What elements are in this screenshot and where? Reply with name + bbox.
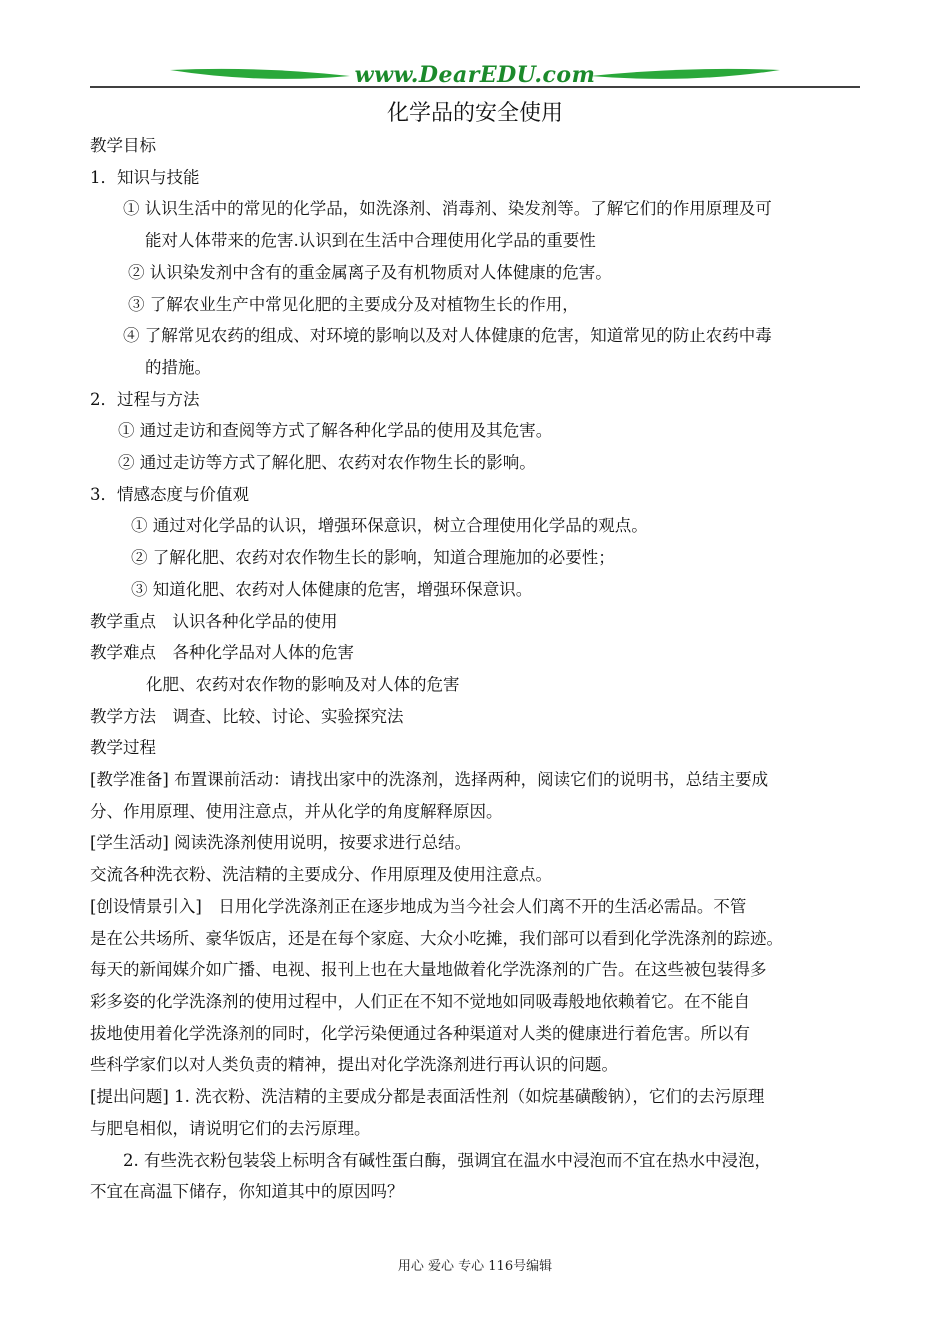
paragraph-line: 分、作用原理、使用注意点，并从化学的角度解释原因。 — [90, 801, 503, 821]
list-item: ② 了解化肥、农药对农作物生长的影响，知道合理施加的必要性； — [131, 548, 615, 568]
section-heading: 教学过程 — [90, 738, 156, 758]
difficult-point: 教学难点 各种化学品对人体的危害 — [90, 643, 354, 663]
paragraph-line: 是在公共场所、豪华饭店，还是在每个家庭、大众小吃摊，我们部可以看到化学洗涤剂的踪迹。 — [90, 928, 783, 948]
section-heading: 教学目标 — [90, 136, 156, 155]
site-header-logo — [90, 60, 860, 92]
logo-text: www.DearEDU.com — [354, 62, 596, 88]
list-item: ① 通过走访和查阅等方式了解各种化学品的使用及其危害。 — [118, 421, 553, 441]
subsection-heading: 1．知识与技能 — [90, 167, 200, 187]
subsection-heading: 3．情感态度与价值观 — [90, 484, 249, 504]
page-footer: 用心 爱心 专心 116号编辑 — [397, 1259, 553, 1274]
paragraph-line: [学生活动] 阅读洗涤剂使用说明，按要求进行总结。 — [90, 833, 472, 853]
document-body — [90, 130, 862, 1208]
teaching-method: 教学方法 调查、比较、讨论、实验探究法 — [90, 706, 404, 726]
paragraph-line: [创设情景引入] 日用化学洗涤剂正在逐步地成为当今社会人们离不开的生活必需品。不管 — [90, 896, 747, 916]
list-item-continuation: 能对人体带来的危害.认识到在生活中合理使用化学品的重要性 — [145, 231, 596, 251]
list-item-continuation: 的措施。 — [145, 357, 211, 377]
list-item: ③ 知道化肥、农药对人体健康的危害，增强环保意识。 — [131, 579, 533, 599]
paragraph-line: 每天的新闻媒介如广播、电视、报刊上也在大量地做着化学洗涤剂的广告。在这些被包装得多 — [90, 960, 767, 980]
document-title: 化学品的安全使用 — [386, 101, 563, 126]
paragraph-line: 不宜在高温下储存，你知道其中的原因吗？ — [90, 1182, 404, 1202]
list-item: ④ 了解常见农药的组成、对环境的影响以及对人体健康的危害，知道常见的防止农药中毒 — [123, 326, 772, 346]
key-point: 教学重点 认识各种化学品的使用 — [90, 611, 338, 631]
list-item: ① 通过对化学品的认识，增强环保意识，树立合理使用化学品的观点。 — [131, 516, 648, 536]
paragraph-line: [提出问题] 1. 洗衣粉、洗洁精的主要成分都是表面活性剂（如烷基磺酸钠），它们的去污原理 — [90, 1087, 765, 1107]
list-item: ① 认识生活中的常见的化学品，如洗涤剂、消毒剂、染发剂等。了解它们的作用原理及可 — [123, 199, 772, 219]
paragraph-line: 彩多姿的化学洗涤剂的使用过程中，人们正在不知不觉地如同吸毒般地依赖着它。在不能自 — [90, 991, 750, 1011]
paragraph-line: 交流各种洗衣粉、洗洁精的主要成分、作用原理及使用注意点。 — [90, 865, 552, 885]
paragraph-line: 2. 有些洗衣粉包装袋上标明含有碱性蛋白酶，强调宜在温水中浸泡而不宜在热水中浸泡， — [123, 1150, 771, 1170]
paragraph-line: 与肥皂相似，请说明它们的去污原理。 — [90, 1118, 371, 1138]
subsection-heading: 2．过程与方法 — [90, 389, 200, 409]
list-item: ② 通过走访等方式了解化肥、农药对农作物生长的影响。 — [118, 453, 536, 473]
difficult-point-continuation: 化肥、农药对农作物的影响及对人体的危害 — [146, 674, 460, 694]
paragraph-line: 拔地使用着化学洗涤剂的同时，化学污染便通过各种渠道对人类的健康进行着危害。所以有 — [90, 1023, 750, 1043]
list-item: ③ 了解农业生产中常见化肥的主要成分及对植物生长的作用， — [128, 294, 579, 314]
paragraph-line: 些科学家们以对人类负责的精神，提出对化学洗涤剂进行再认识的问题。 — [90, 1055, 618, 1075]
list-item: ② 认识染发剂中含有的重金属离子及有机物质对人体健康的危害。 — [128, 262, 612, 282]
paragraph-line: [教学准备] 布置课前活动：请找出家中的洗涤剂，选择两种，阅读它们的说明书，总结主要成 — [90, 770, 769, 790]
